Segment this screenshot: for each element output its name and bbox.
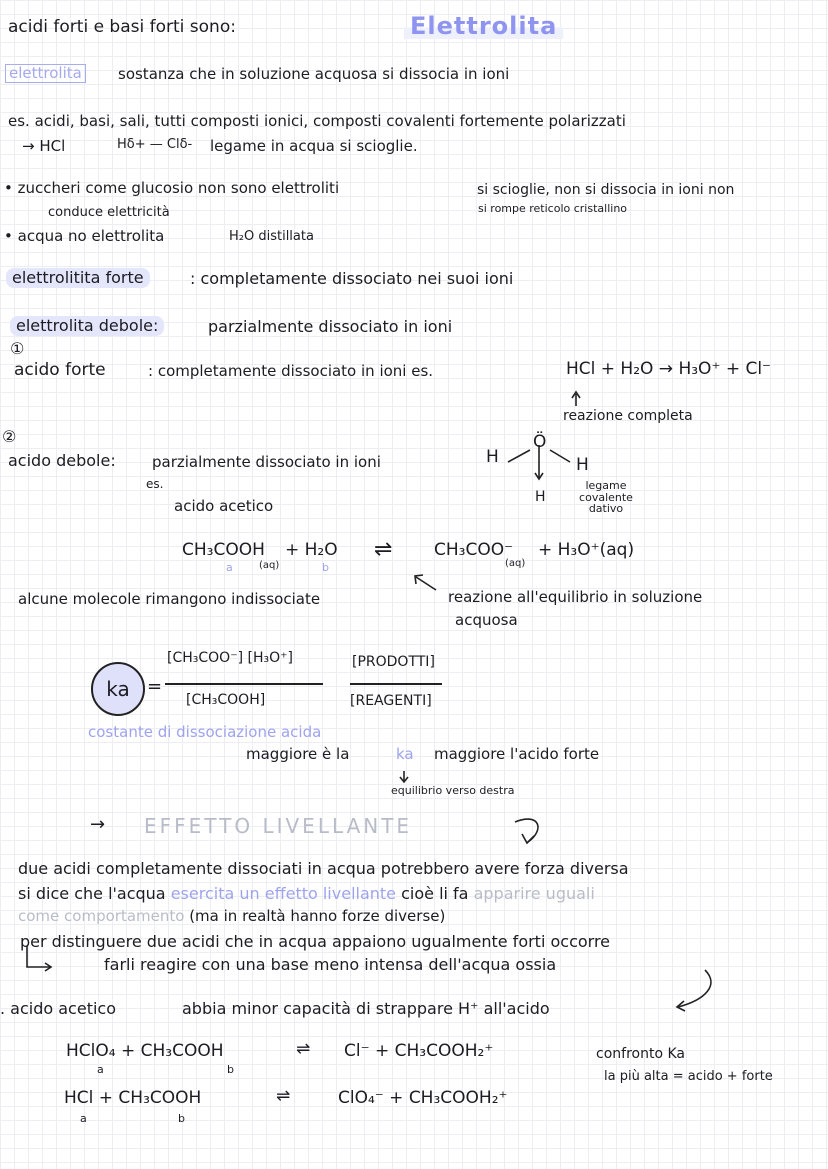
strong-acid-label: acido forte [14,360,106,380]
reaction1-label-a: a [97,1063,104,1076]
ka-denominator: [CH₃COOH] [186,692,266,708]
weak-electrolyte-term: elettrolita debole: [10,316,164,336]
eq-aq2: (aq) [505,558,526,569]
leveling-line2 [18,885,595,903]
strong-electrolyte-text: : completamente dissociato nei suoi ioni [190,269,514,288]
leveling-line3-post: (ma in realtà hanno forze diverse) [189,907,446,925]
weak-acid-text: parzialmente dissociato in ioni [152,453,381,471]
bullet-sugars-text: zuccheri come glucosio non sono elettroliti [17,179,340,197]
ka-symbol: ka [106,677,130,701]
label-b: b [322,561,329,574]
strong-acid-number: ① [10,339,25,358]
reaction1-left: HClO₄ + CH₃COOH [66,1041,224,1061]
reaction2-label-b: b [178,1112,185,1125]
leveling-line3 [18,908,445,925]
ka-reagents: [REAGENTI] [350,693,432,709]
examples-hcl: → HCl [22,137,66,155]
ka-equals: = [147,676,163,697]
reaction1-label-b: b [227,1063,234,1076]
ka-fraction-line [165,683,323,685]
examples-line: es. acidi, basi, sali, tutti composti ionici, composti covalenti fortemente polarizzati [8,112,626,130]
leveling-line6-a: . acido acetico [0,999,116,1018]
strong-acid-text: : completamente dissociato in ioni es. [148,362,434,380]
bullet-sugars-note: si scioglie, non si dissocia in ioni non [477,182,735,198]
bond-note: legame covalente dativo [579,479,633,516]
leveling-line5: farli reagire con una base meno intensa dell'acqua ossia [104,955,557,974]
weak-acid-es: es. [146,477,164,491]
comparison-note1: confronto Ka [596,1046,685,1062]
eq-right: CH₃COO⁻ [434,540,514,560]
page-title: Elettrolita [404,13,563,39]
reaction2-right: ClO₄⁻ + CH₃COOH₂⁺ [338,1088,508,1108]
leveling-line2-end: apparire uguali [473,884,595,903]
dipole-label: Hδ+ — Clδ- [117,137,193,152]
leveling-line4: per distinguere due acidi che in acqua appaiono ugualmente forti occorre [20,932,611,951]
struct-h-left: H [486,447,499,467]
ka-caption: costante di dissociazione acida [88,723,322,741]
right-note2: acquosa [455,611,518,629]
strong-acid-note: reazione completa [563,408,693,424]
bullet-water-text: acqua no elettrolita [17,227,165,245]
leveling-line2-mid: esercita un effetto livellante [170,884,397,903]
eq-arrow: ⇌ [374,537,393,562]
bullet-sugars: • zuccheri come glucosio non sono elettroliti [4,179,340,197]
reaction2-label-a: a [80,1112,87,1125]
reaction2-left: HCl + CH₃COOH [64,1088,202,1108]
bullet-water: • acqua no elettrolita [4,227,165,245]
left-note: alcune molecole rimangono indissociate [18,590,321,608]
ka-fraction-line-2 [350,683,442,685]
eq-left: CH₃COOH [182,540,265,560]
weak-acid-number: ② [2,427,17,446]
strong-acid-reaction: HCl + H₂O → H₃O⁺ + Cl⁻ [566,359,772,379]
eq-right2: + H₃O⁺(aq) [538,540,635,560]
leveling-line1: due acidi completamente dissociati in acqua potrebbero avere forza diversa [18,859,629,878]
definition-term: elettrolita [5,64,86,83]
leveling-heading: EFFETTO LIVELLANTE [144,814,413,838]
weak-acid-example: acido acetico [174,497,274,515]
definition-text: sostanza che in soluzione acquosa si dissocia in ioni [118,65,510,83]
ka-rule-pre: maggiore è la [246,745,350,763]
struct-h-bottom: H [535,489,546,505]
reaction2-arrow: ⇌ [276,1086,291,1106]
right-note: reazione all'equilibrio in soluzione [448,588,703,606]
ka-rule-note: equilibrio verso destra [391,784,515,797]
reaction1-arrow: ⇌ [296,1039,311,1059]
examples-line2: legame in acqua si scioglie. [210,137,418,155]
eq-plus-water: + H₂O [285,540,338,560]
eq-aq1: (aq) [259,560,280,571]
ka-products: [PRODOTTI] [352,654,435,670]
intro-line: acidi forti e basi forti sono: [8,17,236,37]
struct-h-right: H [576,455,589,475]
ka-numerator: [CH₃COO⁻] [H₃O⁺] [167,650,293,666]
label-a: a [226,561,233,574]
leveling-line2-post: cioè li fa [401,884,469,903]
reaction1-right: Cl⁻ + CH₃COOH₂⁺ [344,1041,494,1061]
leveling-line3-gray: come comportamento [18,907,185,925]
weak-electrolyte-text: parzialmente dissociato in ioni [208,317,453,336]
bullet-sugars-cont: conduce elettricità [48,205,170,220]
comparison-note2: la più alta = acido + forte [604,1069,773,1084]
bullet-sugars-note2: si rompe reticolo cristallino [478,202,628,215]
leveling-line6-b: abbia minor capacità di strappare H⁺ all'acido [182,999,550,1018]
bullet-water-note: H₂O distillata [229,229,314,244]
ka-badge [91,662,145,716]
ka-rule-ka: ka [396,745,414,763]
strong-electrolyte-term: elettrolitita forte [6,268,150,288]
leveling-line2-pre: si dice che l'acqua [18,884,166,903]
ka-rule-post: maggiore l'acido forte [434,745,600,763]
weak-acid-label: acido debole: [8,451,116,470]
struct-oxygen: Ö [533,432,547,452]
leveling-arrow-icon: → [90,814,106,835]
